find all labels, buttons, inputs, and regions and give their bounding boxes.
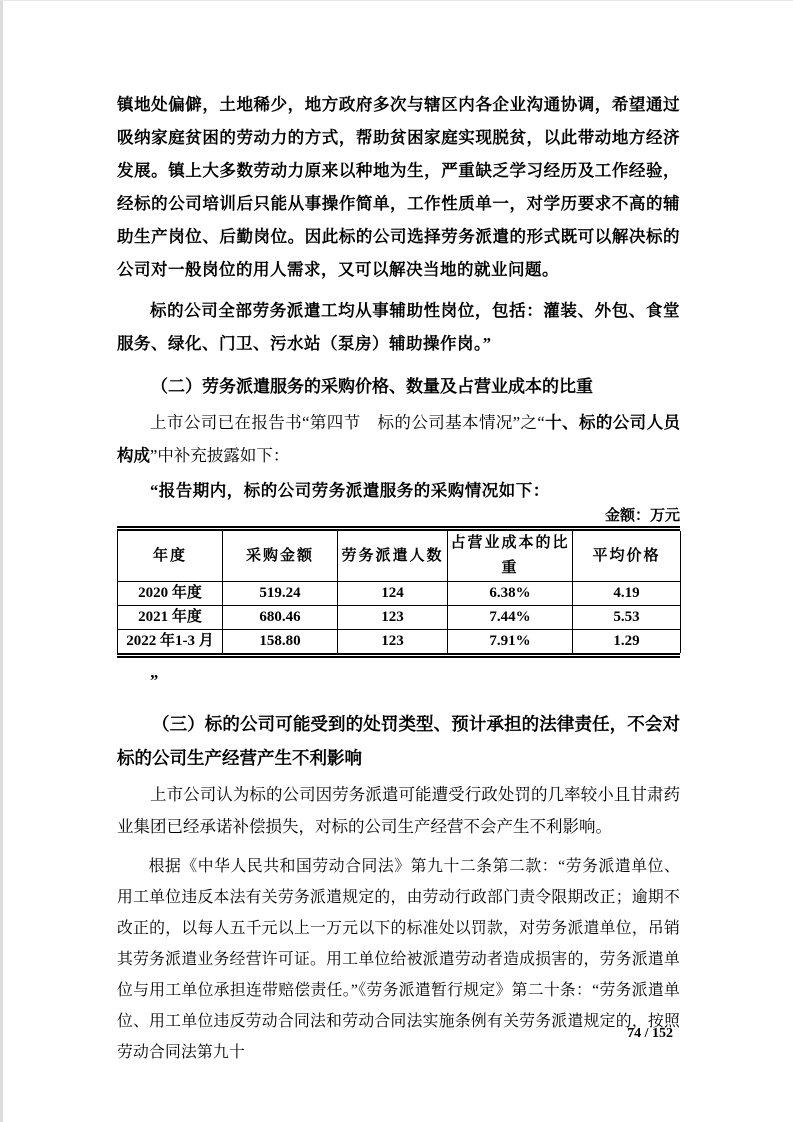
procurement-table <box>117 531 681 653</box>
table-cell-purchase-amount: 519.24 <box>223 582 338 606</box>
table-cell-dispatch-headcount: 123 <box>338 630 448 654</box>
disclosure-intro-paragraph <box>117 406 680 472</box>
continuation-paragraph: 镇地处偏僻，土地稀少，地方政府多次与辖区内各企业沟通协调，希望通过吸纳家庭贫困的劳动力的方式，帮助贫困家庭实现脱贫，以此带动地方经济发展。镇上大多数劳动力原来以种地为生，严重缺乏学习经历及工作经验，经标的公司培训后只能从事操作简单，工作性质单一，对学历要求不高的辅助生产岗位、后勤岗位。因此标的公司选择劳务派遣的形式既可以解决标的公司对一般岗位的用人需求，又可以解决当地的就业问题。 <box>117 95 680 279</box>
table-header-purchase-amount: 采购金额 <box>223 531 338 582</box>
table-cell-cost-ratio: 7.91% <box>448 630 573 654</box>
table-header-average-price: 平均价格 <box>573 531 681 582</box>
table-row <box>118 630 681 654</box>
table-cell-purchase-amount: 158.80 <box>223 630 338 654</box>
table-header-year: 年度 <box>118 531 223 582</box>
positions-paragraph: 标的公司全部劳务派遣工均从事辅助性岗位，包括：灌装、外包、食堂服务、绿化、门卫、污水站（泵房）辅助操作岗。” <box>117 301 680 353</box>
table-cell-average-price: 5.53 <box>573 606 681 630</box>
table-cell-year: 2022 年1-3 月 <box>118 630 223 654</box>
section-heading-3: （三）标的公司可能受到的处罚类型、预计承担的法律责任，不会对标的公司生产经营产生不利影响 <box>117 714 680 768</box>
table-cell-cost-ratio: 7.44% <box>448 606 573 630</box>
quote-lead-paragraph: “报告期内，标的公司劳务派遣服务的采购情况如下： <box>150 481 550 500</box>
table-cell-purchase-amount: 680.46 <box>223 606 338 630</box>
disclosure-intro-bold-ref: 十、标的公司人员构成 <box>117 413 680 465</box>
procurement-table-frame <box>117 526 680 658</box>
table-header-dispatch-headcount: 劳务派遣人数 <box>338 531 448 582</box>
document-content <box>117 88 680 1068</box>
closing-quote-mark: ” <box>150 671 159 690</box>
disclosure-intro-suffix: ”中补充披露如下： <box>150 446 290 465</box>
table-row <box>118 606 681 630</box>
table-cell-year: 2021 年度 <box>118 606 223 630</box>
table-header-cost-ratio: 占营业成本的比重 <box>448 531 573 582</box>
table-header-row <box>118 531 681 582</box>
section-heading-2: （二）劳务派遣服务的采购价格、数量及占营业成本的比重 <box>151 377 593 396</box>
opinion-paragraph: 上市公司认为标的公司因劳务派遣可能遭受行政处罚的几率较小且甘肃药业集团已经承诺补偿损失，对标的公司生产经营不会产生不利影响。 <box>117 785 680 836</box>
table-cell-average-price: 1.29 <box>573 630 681 654</box>
table-cell-dispatch-headcount: 124 <box>338 582 448 606</box>
legal-basis-paragraph: 根据《中华人民共和国劳动合同法》第九十二条第二款：“劳务派遣单位、用工单位违反本法有关劳务派遣规定的，由劳动行政部门责令限期改正；逾期不改正的，以每人五千元以上一万元以下的标准处以罚款，对劳务派遣单位，吊销其劳务派遣业务经营许可证。用工单位给被派遣劳动者造成损害的，劳务派遣单位与用工单位承担连带赔偿责任。”《劳务派遣暂行规定》第二十条：“劳务派遣单位、用工单位违反劳动合同法和劳动合同法实施条例有关劳务派遣规定的，按照劳动合同法第九十 <box>117 858 680 1061</box>
table-cell-year: 2020 年度 <box>118 582 223 606</box>
table-row <box>118 582 681 606</box>
table-cell-dispatch-headcount: 123 <box>338 606 448 630</box>
page-number: 74 / 152 <box>627 1026 673 1041</box>
table-unit-label: 金额：万元 <box>604 508 680 524</box>
table-cell-average-price: 4.19 <box>573 582 681 606</box>
disclosure-intro-prefix: 上市公司已在报告书“第四节 标的公司基本情况”之“ <box>150 413 545 432</box>
table-cell-cost-ratio: 6.38% <box>448 582 573 606</box>
